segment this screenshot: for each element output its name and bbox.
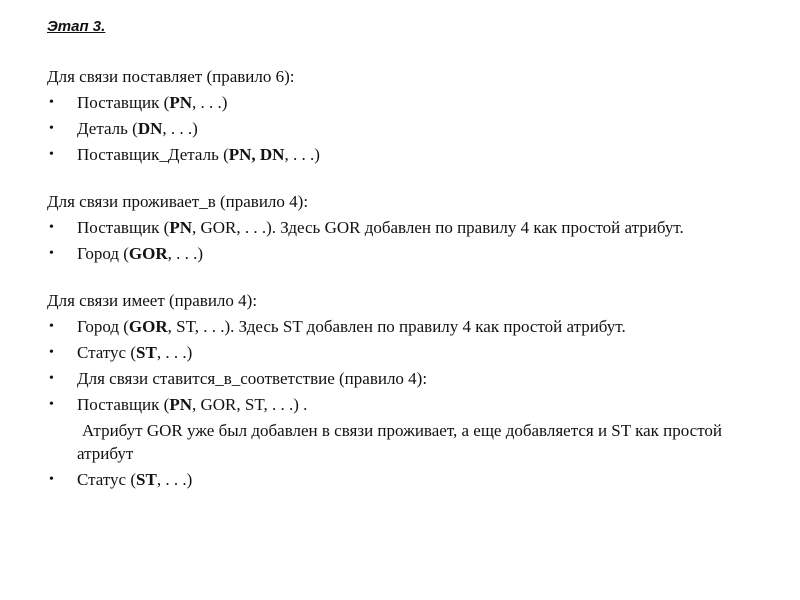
bullet-icon: • bbox=[49, 220, 54, 235]
section-list-supplies bbox=[47, 91, 757, 166]
section-heading-lives-in: Для связи проживает_в (правило 4): bbox=[47, 192, 309, 211]
bullet-icon: • bbox=[49, 319, 54, 334]
section-list-has bbox=[47, 315, 757, 416]
list-item: • Поставщик (PN, . . .) bbox=[49, 93, 228, 112]
list-item: • Поставщик_Деталь (PN, DN, . . .) bbox=[49, 145, 320, 164]
bullet-icon: • bbox=[49, 246, 54, 261]
bullet-icon: • bbox=[49, 147, 54, 162]
list-item: • Поставщик (PN, GOR, ST, . . .) . bbox=[49, 395, 308, 414]
slide-content bbox=[47, 65, 757, 491]
list-item: • Для связи ставится_в_соответствие (правило 4): bbox=[49, 369, 428, 388]
stage-title: Этап 3. bbox=[47, 18, 106, 35]
bullet-icon: • bbox=[49, 371, 54, 386]
bullet-icon: • bbox=[49, 95, 54, 110]
bullet-icon: • bbox=[49, 472, 54, 487]
list-item: • Поставщик (PN, GOR, . . .). Здесь GOR добавлен по правилу 4 как простой атрибут. bbox=[49, 218, 684, 237]
list-item: • Город (GOR, . . .) bbox=[49, 244, 204, 263]
bullet-icon: • bbox=[49, 121, 54, 136]
list-item: • Город (GOR, ST, . . .). Здесь ST добавлен по правилу 4 как простой атрибут. bbox=[49, 317, 626, 336]
bullet-icon: • bbox=[49, 397, 54, 412]
list-item: • Статус (ST, . . .) bbox=[49, 343, 193, 362]
section-list-final bbox=[47, 468, 757, 491]
bullet-icon: • bbox=[49, 345, 54, 360]
section-heading-has: Для связи имеет (правило 4): bbox=[47, 291, 258, 310]
section-heading-supplies: Для связи поставляет (правило 6): bbox=[47, 67, 295, 86]
list-item: • Статус (ST, . . .) bbox=[49, 470, 193, 489]
list-item: • Деталь (DN, . . .) bbox=[49, 119, 198, 138]
section-list-lives-in bbox=[47, 216, 757, 265]
attribute-note: Атрибут GOR уже был добавлен в связи проживает, а еще добавляется и ST как простой атрибут bbox=[77, 421, 723, 463]
